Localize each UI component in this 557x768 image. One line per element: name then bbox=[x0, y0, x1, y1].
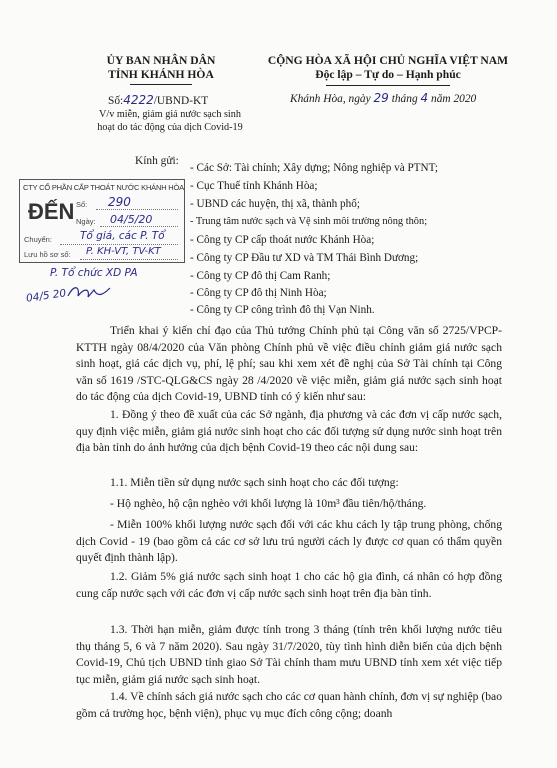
issue-date bbox=[290, 91, 476, 105]
paragraph-1-4: 1.4. Về chính sách giá nước sạch cho các cơ quan hành chính, đơn vị sự nghiệp (bao gồm cả trường học, bệnh viện), phục vụ mục đích công cộng; doanh bbox=[76, 690, 502, 720]
stamp-chuyen-line bbox=[60, 244, 178, 245]
handwritten-signature bbox=[66, 282, 112, 304]
issuer-line2: TỈNH KHÁNH HÒA bbox=[108, 68, 214, 81]
recipient-item: - Công ty CP công trình đô thị Vạn Ninh. bbox=[190, 304, 375, 316]
stamp-company: CTY CỔ PHẦN CẤP THOÁT NƯỚC KHÁNH HÒA bbox=[23, 183, 184, 192]
paragraph-1-1-a: - Hộ nghèo, hộ cận nghèo với khối lượng là 10m³ đầu tiên/hộ/tháng. bbox=[110, 497, 427, 510]
stamp-luu-label: Lưu hồ sơ số: bbox=[24, 250, 71, 259]
recipient-item: - Công ty CP Đầu tư XD và TM Thái Bình Dương; bbox=[190, 252, 419, 264]
recipient-item: - Cục Thuế tỉnh Khánh Hòa; bbox=[190, 180, 318, 192]
received-stamp bbox=[19, 179, 185, 263]
subject-line1: V/v miễn, giảm giá nước sạch sinh bbox=[99, 109, 241, 120]
recipients-label: Kính gửi: bbox=[135, 155, 179, 167]
doc-no-handwritten: 4222 bbox=[123, 93, 154, 107]
recipient-item: - Các Sở: Tài chính; Xây dựng; Nông nghiệp và PTNT; bbox=[190, 162, 438, 174]
motto-underline bbox=[326, 85, 450, 86]
document-number bbox=[108, 93, 208, 107]
paragraph-1-1-b: - Miễn 100% khối lượng nước sạch đối với các khu cách ly tập trung phòng, chống dịch Covid - 19 (bao gồm cả các cơ sở lưu trú người cách ly được cơ quan có thẩm quyền quyết định thành lập). bbox=[76, 518, 502, 565]
date-year: năm 2020 bbox=[431, 93, 477, 105]
date-month-label: tháng bbox=[391, 93, 418, 105]
doc-no-suffix: /UBND-KT bbox=[153, 95, 209, 107]
issuer-line1: ỦY BAN NHÂN DÂN bbox=[106, 54, 216, 67]
stamp-chuyen-label: Chuyển: bbox=[24, 235, 52, 244]
stamp-so-label: Số: bbox=[76, 200, 88, 209]
recipient-item: - Công ty CP cấp thoát nước Khánh Hòa; bbox=[190, 234, 375, 246]
stamp-ngay-label: Ngày: bbox=[76, 217, 96, 226]
paragraph-1-3: 1.3. Thời hạn miễn, giảm được tính trong 3 tháng (tính trên khối lượng nước tiêu thụ tháng 5, 6 và 7 năm 2020). Sau ngày 31/7/2020, tùy tình hình diễn biến của dịch bệnh Covid-19, Chủ tịch UBND tỉnh giao Sở Tài chính tham mưu UBND tỉnh xem xét việc tiếp tục miễn, giảm giá nước sạch sinh hoạt. bbox=[76, 623, 502, 686]
issuer-underline bbox=[130, 84, 192, 85]
paragraph-1-1: 1.1. Miễn tiền sử dụng nước sạch sinh hoạt cho các đối tượng: bbox=[110, 476, 399, 489]
recipient-item: - Công ty CP đô thị Cam Ranh; bbox=[190, 270, 331, 282]
handwritten-date: 04/5 20 bbox=[25, 287, 67, 305]
date-month: 4 bbox=[420, 91, 429, 105]
paragraph-1: 1. Đồng ý theo đề xuất của các Sở ngành, địa phương và các đơn vị cấp nước sạch, quy định việc miễn, giảm giá nước sinh hoạt cho các đối tượng sử dụng nước sinh hoạt trên địa bàn tỉnh do ảnh hưởng của dịch bệnh Covid-19 theo các nội dung sau: bbox=[76, 408, 502, 455]
stamp-so-line bbox=[96, 209, 178, 210]
stamp-luu-value: P. KH-VT, TV-KT bbox=[86, 246, 161, 257]
doc-no-prefix: Số: bbox=[108, 95, 124, 107]
stamp-den: ĐẾN bbox=[28, 199, 75, 224]
stamp-ngay-value: 04/5/20 bbox=[110, 213, 153, 226]
handwritten-note: P. Tổ chức XD PA bbox=[50, 267, 138, 279]
intro-paragraph: Triển khai ý kiến chỉ đạo của Thủ tướng Chính phủ tại Công văn số 2725/VPCP-KTTH ngày 08/4/2020 của Văn phòng Chính phủ về việc điều chỉnh giảm giá nước sạch sinh hoạt, giá các dịch vụ, phí, lệ phí; sau khi xem xét đề nghị của Sở Tài chính tại Công văn số 1619 /STC-QLG&CS ngày 28 /4/2020 về việc miễn, giảm giá nước sạch sinh hoạt do tác động của dịch Covid-19, UBND tỉnh có ý kiến như sau: bbox=[76, 324, 502, 404]
recipient-item: - Công ty CP đô thị Ninh Hòa; bbox=[190, 287, 327, 299]
stamp-chuyen-value: Tổ giá, các P. Tổ bbox=[80, 230, 165, 242]
paragraph-1-2: 1.2. Giảm 5% giá nước sạch sinh hoạt 1 cho các hộ gia đình, cá nhân có hợp đồng cung cấp nước sạch với các đơn vị cấp nước sạch sinh hoạt trên địa bàn tỉnh. bbox=[76, 570, 502, 600]
nation-title: CỘNG HÒA XÃ HỘI CHỦ NGHĨA VIỆT NAM bbox=[267, 54, 509, 67]
recipient-item: - Trung tâm nước sạch và Vệ sinh môi trường nông thôn; bbox=[190, 216, 428, 227]
stamp-so-value: 290 bbox=[108, 195, 131, 209]
stamp-luu-line bbox=[80, 259, 178, 260]
subject-line2: hoạt do tác động của dịch Covid-19 bbox=[97, 122, 243, 133]
date-prefix: Khánh Hòa, ngày bbox=[290, 93, 371, 105]
date-day: 29 bbox=[373, 91, 389, 105]
nation-motto: Độc lập – Tự do – Hạnh phúc bbox=[315, 68, 461, 81]
stamp-ngay-line bbox=[100, 226, 178, 227]
recipient-item: - UBND các huyện, thị xã, thành phố; bbox=[190, 198, 360, 210]
